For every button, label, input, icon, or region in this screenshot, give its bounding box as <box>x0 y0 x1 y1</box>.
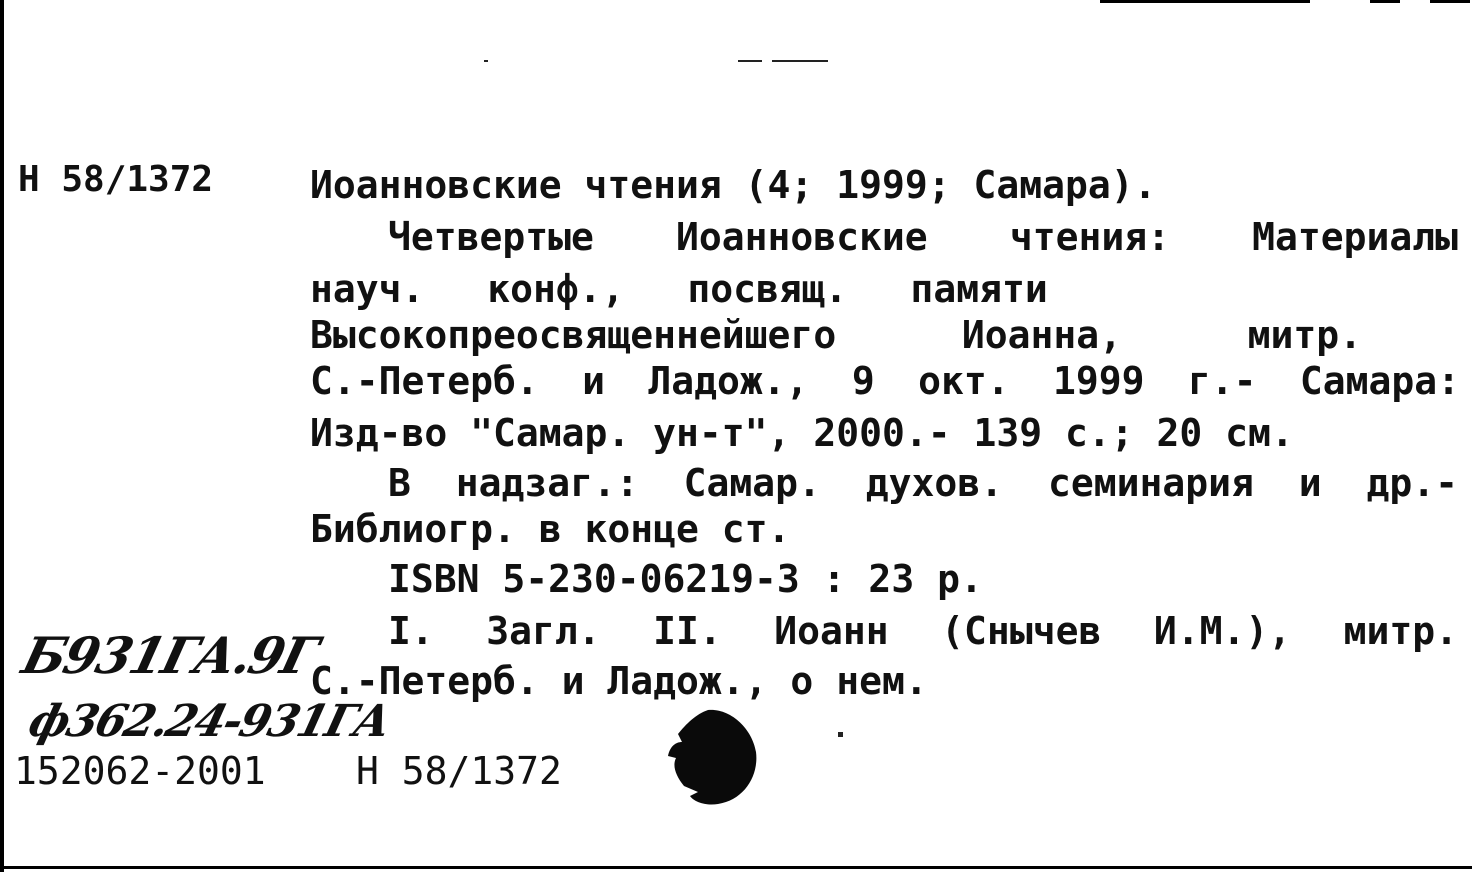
scan-mark <box>738 60 762 62</box>
scan-mark <box>772 60 828 62</box>
title-line: науч. конф., посвящ. памяти <box>310 267 1048 311</box>
heading-line: Иоанновские чтения (4; 1999; Самара). <box>310 163 1157 207</box>
inventory-shelfmark: Н 58/1372 <box>356 749 562 793</box>
card-top-border-segment <box>1100 0 1310 3</box>
inventory-number: 152062-2001 <box>14 749 266 793</box>
shelfmark: Н 58/1372 <box>18 159 214 200</box>
card-left-border <box>0 0 4 872</box>
note-line: Библиогр. в конце ст. <box>310 507 791 551</box>
card-top-border-segment <box>1370 0 1400 3</box>
tracing-line: I. Загл. II. Иоанн (Снычев И.М.), митр. <box>388 609 1458 653</box>
tracing-line: С.-Петерб. и Ладож., о нем. <box>310 659 928 703</box>
card-bottom-border <box>0 866 1472 869</box>
card-top-border-segment <box>1430 0 1470 3</box>
title-line: Высокопреосвященнейшего Иоанна, митр. <box>310 313 1362 357</box>
isbn-line: ISBN 5-230-06219-3 : 23 р. <box>388 557 983 601</box>
handwritten-call-number: Б931ГА.9Г <box>16 626 323 685</box>
note-line: В надзаг.: Самар. духов. семинария и др.- <box>388 461 1458 505</box>
imprint-line: Изд-во "Самар. ун-т", 2000.- 139 с.; 20 см. <box>310 411 1294 455</box>
scan-mark <box>838 732 843 737</box>
title-line: Четвертые Иоанновские чтения: Материалы <box>388 215 1458 259</box>
handwritten-classification: ф362.24-931ГА <box>23 696 395 747</box>
imprint-line: С.-Петерб. и Ладож., 9 окт. 1999 г.- Самара: <box>310 359 1460 403</box>
scan-mark <box>484 60 488 62</box>
ink-blot <box>668 706 758 806</box>
